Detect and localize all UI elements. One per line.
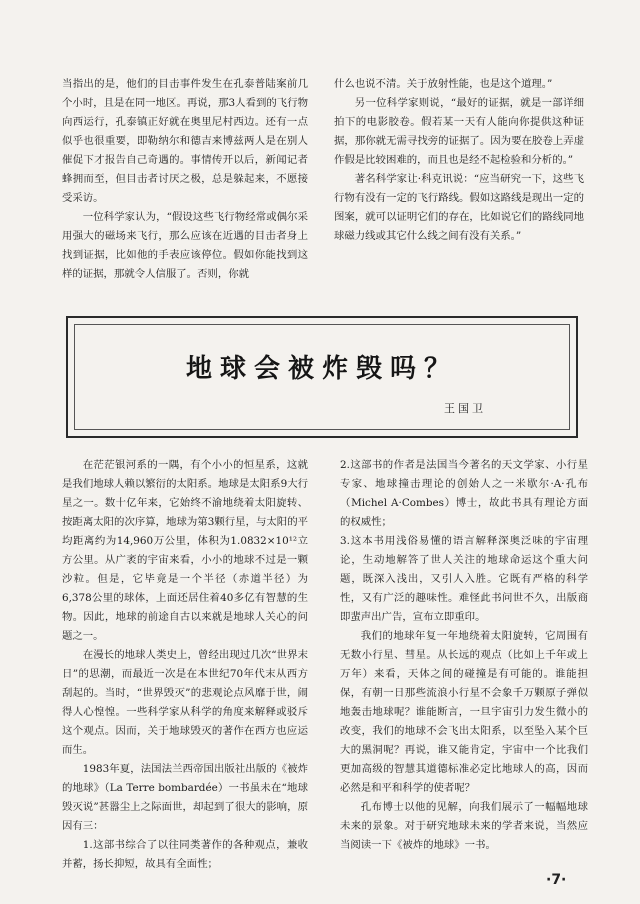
paragraph: 一位科学家认为，“假设这些飞行物经常或偶尔采用强大的磁场来飞行，那么应该在近遇的目击者身上找到证据，比如他的手表应该停位。假如你能找到这样的证据，那就令人信服了。否则，你就	[62, 211, 308, 280]
bottom-left-column	[62, 456, 308, 874]
paragraph: 著名科学家让·科克讯说：“应当研究一下，这些飞行物有没有一定的飞行路线。假如这路线是现出一定的图案，就可以证明它们的存在，比如说它们的路线同地球磁力线或其它什么线之间有没有关系。”	[334, 173, 584, 242]
top-right-column	[334, 75, 584, 246]
bottom-right-column	[340, 456, 588, 855]
paragraph: 在漫长的地球人类史上，曾经出现过几次“世界末日”的思潮，而最近一次是在本世纪70年代末从西方刮起的。当时，“世界毁灭”的悲观论点风靡于世，闹得人心惶惶。一些科学家从科学的角度来解释或驳斥这个观点。因而，关于地球毁灭的著作在西方也应运而生。	[62, 649, 308, 756]
paragraph: 3.这本书用浅俗易懂的语言解释深奥泛味的宇宙理论，生动地解答了世人关注的地球命运这个重大问题，既深入浅出，又引人入胜。它既有严格的科学性，又有广泛的趣味性。难怪此书问世不久，出版商即蜚声出广告，宣布立即重印。	[340, 535, 588, 623]
paragraph: 1983年夏，法国法兰西帝国出版社出版的《被炸的地球》（La Terre bombardée）一书虽未在“地球毁灭说”甚嚣尘上之际面世，却起到了很大的影响，原因有三：	[62, 763, 308, 832]
paragraph: 在茫茫银河系的一隅，有个小小的恒星系，这就是我们地球人赖以繁衍的太阳系。地球是太阳系9大行星之一。数十亿年来，它始终不渝地绕着太阳旋转、按距离太阳的次序算，地球为第3颗行星，与太阳的平均距离约为14,960万公里，体积为1.0832×10¹²立方公里。从广袤的宇宙来看，小小的地球不过是一颗沙粒。但是，它毕竟是一个半径（赤道半径）为6,378公里的球体，上面还居住着40多亿有智慧的生物。因此，地球的前途自古以来就是地球人关心的问题之一。	[62, 459, 308, 642]
page-number: ·7·	[546, 872, 567, 888]
article-title: 地球会被炸毁吗？	[185, 354, 458, 384]
article-author: 王国卫	[444, 402, 486, 415]
paragraph: 我们的地球年复一年地绕着太阳旋转，它周围有无数小行星、彗星。从长远的观点（比如上千年或上万年）来看，天体之间的碰撞是有可能的。谁能担保，有朝一日那些流浪小行星不会象千万颗原子弹似地轰击地球呢？谁能断言，一旦宇宙引力发生微小的改变，我们的地球不会飞出太阳系，以至坠入某个巨大的黑洞呢？再说，谁又能肯定，宇宙中一个比我们更加高级的智慧其道德标准必定比地球人的高，因而必然是和平和科学的使者呢？	[340, 630, 588, 794]
paragraph: 2.这部书的作者是法国当今著名的天文学家、小行星专家、地球撞击理论的创始人之一米歇尔·A·孔布（Michel A·Combes）博士，故此书具有理论方面的权威性；	[340, 459, 588, 528]
top-left-column	[62, 75, 308, 284]
article-title-box	[66, 316, 578, 438]
paragraph: 当指出的是，他们的目击事件发生在孔泰普陆案前几个小时，且是在同一地区。再说，那3人看到的飞行物向西运行，孔泰镇正好就在奥里尼村西边。还有一点似乎也很重要，即勒纳尔和德吉来博兹两人是在别人催促下才报告自己奇遇的。事情传开以后，新闻记者蜂拥而至，但目击者讨厌之极，总是躲起来，不愿接受采访。	[62, 78, 308, 204]
paragraph: 1.这部书综合了以往同类著作的各种观点，兼收并蓄，扬长抑短，故具有全面性；	[62, 839, 308, 870]
paragraph: 什么也说不清。关于放射性能，也是这个道理。”	[334, 78, 553, 90]
paragraph: 孔布博士以他的见解，向我们展示了一幅幅地球未来的景象。对于研究地球未来的学者来说，当然应当阅读一下《被炸的地球》一书。	[340, 801, 588, 851]
paragraph: 另一位科学家则说，“最好的证据，就是一部详细拍下的电影胶卷。假若某一天有人能向你提供这种证据，那你就无需寻找旁的证据了。因为要在胶卷上弄虚作假是比较困难的，而且也是经不起检验和分析的。”	[334, 97, 584, 166]
